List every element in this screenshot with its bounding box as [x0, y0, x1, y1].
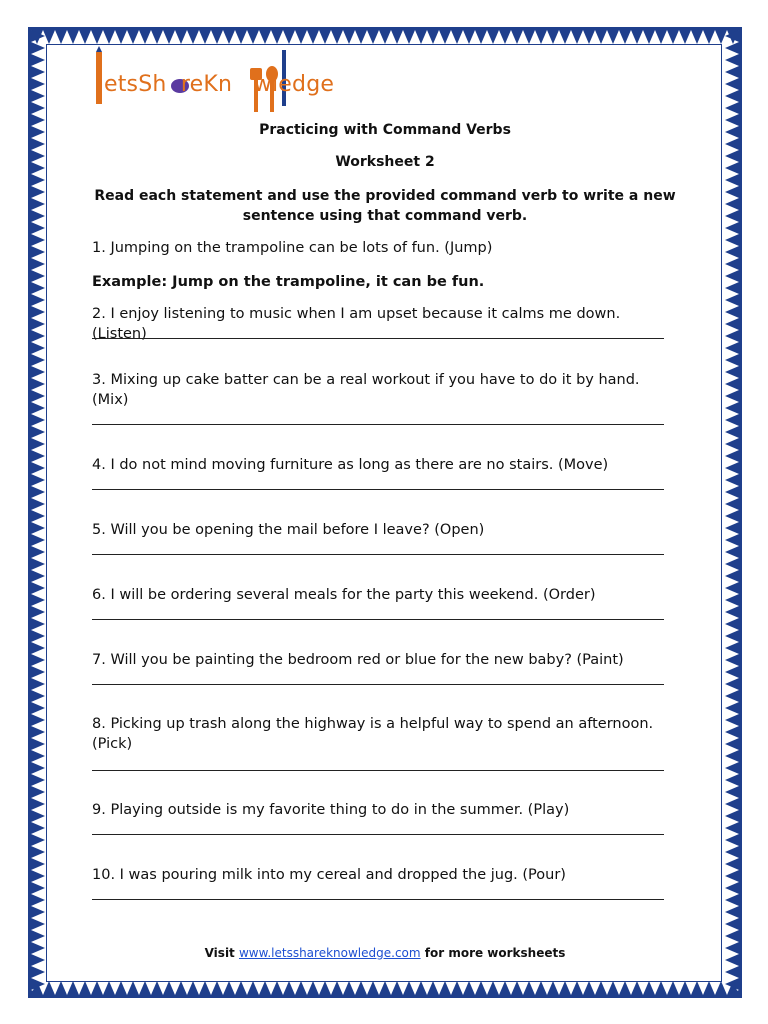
answer-line-6[interactable]: [92, 619, 664, 620]
example-answer: Example: Jump on the trampoline, it can be fun.: [92, 274, 485, 290]
answer-line-4[interactable]: [92, 489, 664, 490]
answer-line-8[interactable]: [92, 770, 664, 771]
answer-line-5[interactable]: [92, 554, 664, 555]
answer-line-7[interactable]: [92, 684, 664, 685]
instructions: Read each statement and use the provided command verb to write a new sentence using that command verb.: [94, 188, 676, 224]
footer: [90, 946, 680, 960]
question-9: 9. Playing outside is my favorite thing to do in the summer. (Play): [92, 802, 570, 818]
border-left-pattern: [31, 30, 45, 995]
inner-frame: [46, 44, 722, 982]
question-1: 1. Jumping on the trampoline can be lots of fun. (Jump): [92, 240, 493, 256]
worksheet-subtitle: Worksheet 2: [335, 154, 435, 170]
question-2: 2. I enjoy listening to music when I am upset because it calms me down. (Listen): [92, 306, 621, 342]
worksheet-title: Practicing with Command Verbs: [259, 122, 511, 138]
border-top-pattern: [31, 30, 739, 44]
question-10: 10. I was pouring milk into my cereal and dropped the jug. (Pour): [92, 867, 566, 883]
footer-prefix: Visit: [204, 946, 235, 960]
question-7: 7. Will you be painting the bedroom red or blue for the new baby? (Paint): [92, 652, 624, 668]
border-right-pattern: [725, 30, 739, 995]
question-4: 4. I do not mind moving furniture as long as there are no stairs. (Move): [92, 457, 609, 473]
border-bottom-pattern: [31, 981, 739, 995]
answer-line-2[interactable]: [92, 338, 664, 339]
question-3: 3. Mixing up cake batter can be a real workout if you have to do it by hand. (Mix): [92, 372, 640, 408]
logo-wordmark: etsSh reKn wledge: [104, 72, 335, 97]
question-8: 8. Picking up trash along the highway is a helpful way to spend an afternoon. (Pick): [92, 716, 654, 752]
footer-link[interactable]: www.letsshareknowledge.com: [238, 946, 421, 960]
question-6: 6. I will be ordering several meals for the party this weekend. (Order): [92, 587, 596, 603]
footer-suffix: for more worksheets: [424, 946, 566, 960]
question-5: 5. Will you be opening the mail before I leave? (Open): [92, 522, 485, 538]
answer-line-3[interactable]: [92, 424, 664, 425]
answer-line-10[interactable]: [92, 899, 664, 900]
answer-line-9[interactable]: [92, 834, 664, 835]
